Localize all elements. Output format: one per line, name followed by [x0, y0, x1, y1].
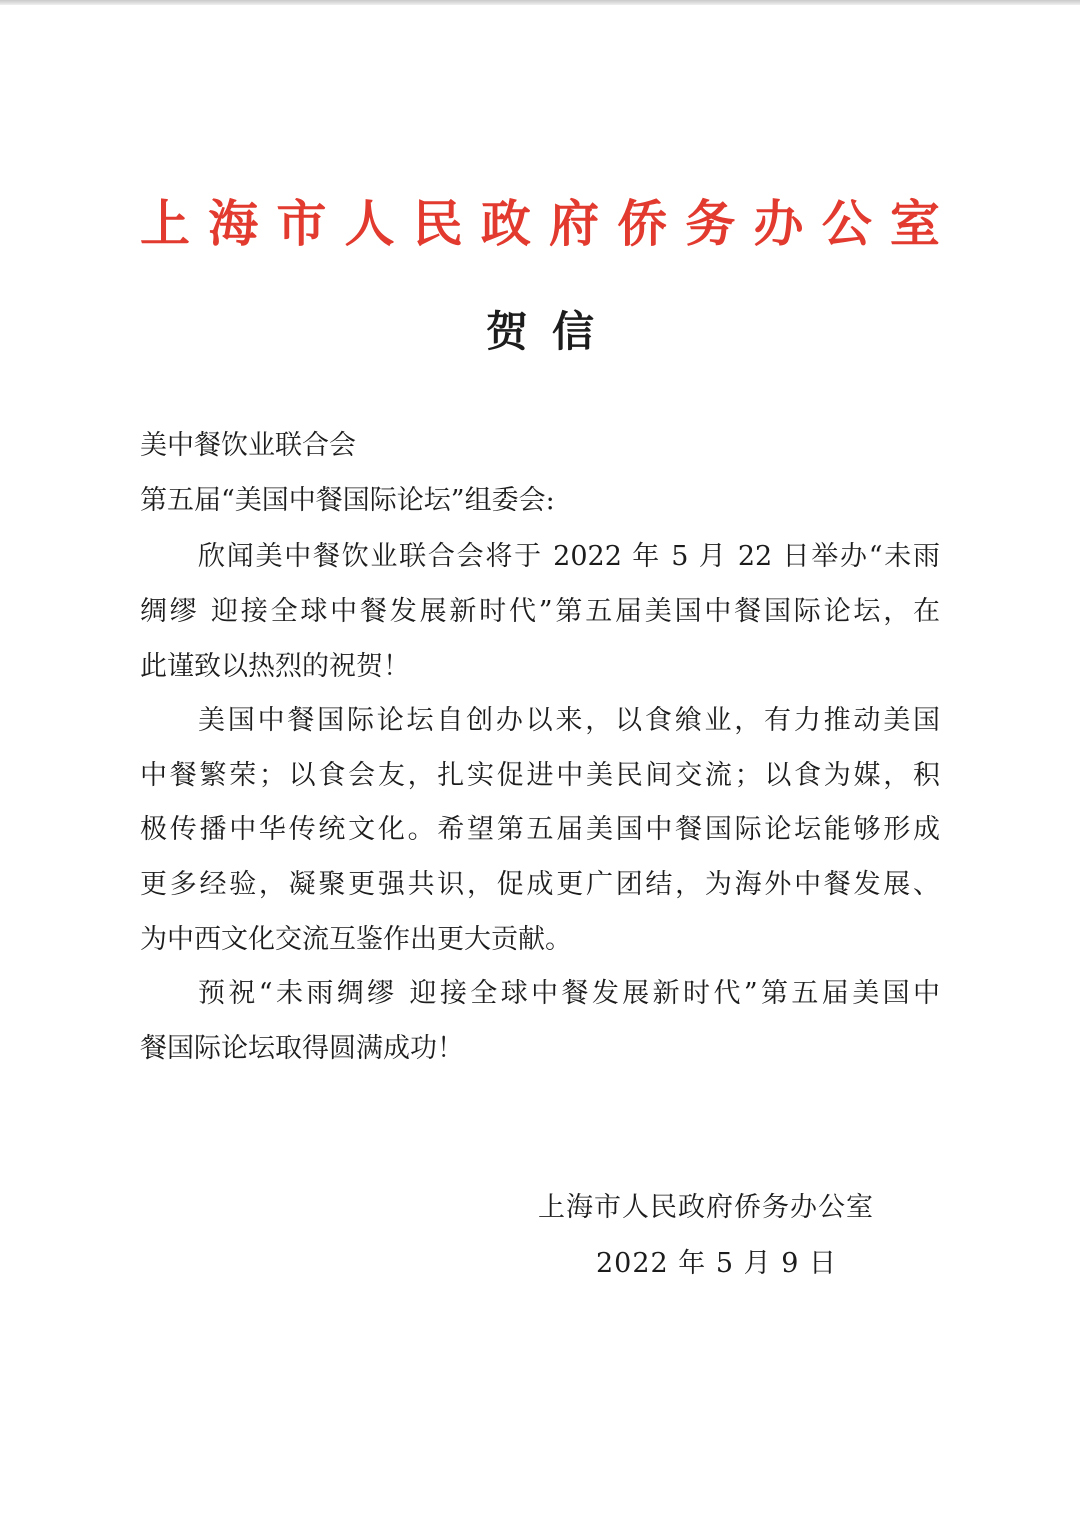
letterhead-char: 办	[753, 195, 804, 253]
signature: 上海市人民政府侨务办公室	[538, 1192, 874, 1223]
body-line: 中餐繁荣；以食会友，扎实促进中美民间交流；以食为媒，积	[140, 760, 940, 791]
letterhead-char: 上	[140, 195, 190, 253]
body-line: 为中西文化交流互鉴作出更大贡献。	[140, 924, 572, 955]
date: 2022 年 5 月 9 日	[596, 1248, 837, 1279]
letterhead-char: 政	[480, 195, 531, 253]
letterhead-char: 人	[344, 195, 395, 253]
letterhead-char: 府	[549, 195, 600, 253]
body-line: 美国中餐国际论坛自创办以来，以食飨业，有力推动美国	[198, 705, 940, 736]
letterhead-char: 公	[821, 195, 872, 253]
body-line: 餐国际论坛取得圆满成功！	[140, 1033, 464, 1064]
page-top-edge	[0, 0, 1080, 5]
salutation-line: 美中餐饮业联合会	[140, 430, 356, 461]
letterhead-char: 室	[889, 195, 940, 253]
body-line: 更多经验，凝聚更强共识，促成更广团结，为海外中餐发展、	[140, 869, 940, 900]
body-line: 预祝“未雨绸缪 迎接全球中餐发展新时代”第五届美国中	[198, 978, 940, 1009]
body-line: 此谨致以热烈的祝贺！	[140, 651, 410, 682]
body-line: 绸缪 迎接全球中餐发展新时代”第五届美国中餐国际论坛，在	[140, 596, 940, 627]
salutation-line: 第五届“美国中餐国际论坛”组委会:	[140, 485, 555, 516]
letterhead-char: 民	[412, 195, 463, 253]
body-line: 极传播中华传统文化。希望第五届美国中餐国际论坛能够形成	[140, 814, 940, 845]
letterhead-char: 市	[276, 195, 327, 253]
letterhead-char: 务	[685, 195, 736, 253]
letterhead	[140, 192, 940, 256]
letterhead-char: 海	[208, 195, 259, 253]
document-title: 贺信	[485, 307, 618, 356]
body-line: 欣闻美中餐饮业联合会将于 2022 年 5 月 22 日举办“未雨	[198, 541, 940, 572]
letterhead-char: 侨	[617, 195, 668, 253]
